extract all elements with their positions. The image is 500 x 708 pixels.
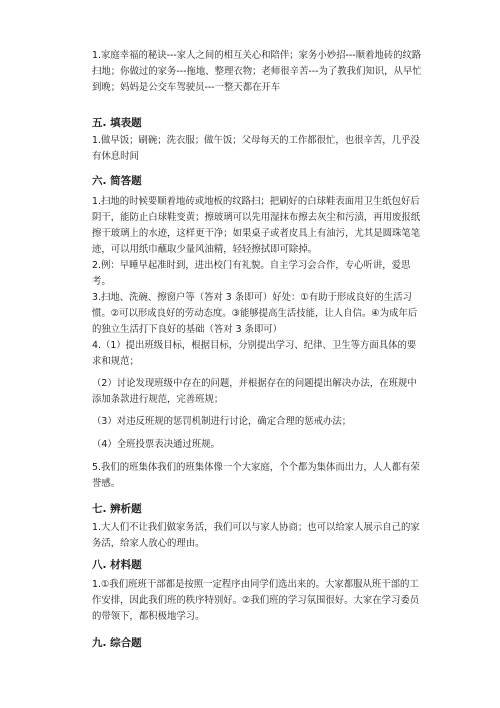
answer-paragraph: （2）讨论发现班级中存在的问题，并根据存在的问题提出解决办法，在班规中添加条款进行规范，完善班规；	[92, 378, 417, 405]
answer-paragraph: 1.大人们不让我们做家务活，我们可以与家人协商；也可以给家人展示自己的家务活，给家人放心的理由。	[92, 522, 420, 549]
answer-paragraph: （3）对违反班规的惩罚机制进行讨论，确定合理的惩戒办法；	[92, 416, 352, 427]
answer-paragraph: 1.家庭幸福的秘诀---家人之间的相互关心和陪伴；家务小妙招---顺着地砖的纹路扫地；你做过的家务---拖地、整理衣物；老师很辛苦---为了教我们知识，从早忙到晚；妈妈是公交车驾驶员---一整天都在开车	[92, 50, 422, 93]
answer-paragraph: 3.扫地、洗碗、擦窗户等（答对 3 条即可）好处：①有助于形成良好的生活习惯。②可以形成良好的劳动态度。③能够提高生活技能，让人自信。④为成年后的独立生活打下良好的基础（答对 3 条即可）	[92, 292, 418, 335]
answer-paragraph: 1.扫地的时候要顺着地砖或地板的纹路扫；把刷好的白球鞋表面用卫生纸包好后阴干，能防止白球鞋变黄；擦玻璃可以先用湿抹布擦去灰尘和污渍，再用废报纸擦干玻璃上的水迹，这样更干净；如果桌子或者皮具上有油污，尤其是圆珠笔笔迹，可以用纸巾蘸取少量风油精，轻轻擦拭即可除掉。	[92, 196, 421, 255]
section-heading-material: 八. 材料题	[92, 559, 142, 571]
answer-paragraph: （4）全班投票表决通过班规。	[92, 439, 220, 450]
section-heading-analysis: 七. 辨析题	[92, 503, 142, 515]
section-heading-fill-table: 五. 填表题	[92, 117, 142, 129]
answer-paragraph: 5.我们的班集体我们的班集体像一个大家庭，个个都为集体而出力，人人都有荣誉感。	[92, 462, 420, 489]
answer-paragraph: 1.做早饭；刷碗；洗衣服；做午饭；父母每天的工作都很忙，也很辛苦，几乎没有休息时间	[92, 135, 420, 162]
section-heading-short-answer: 六. 简答题	[92, 175, 142, 187]
answer-paragraph: 1.①我们班班干部都是按照一定程序由同学们选出来的。大家都服从班干部的工作安排，因此我们班的秩序特别好。②我们班的学习氛围很好。大家在学习委员的带领下，都积极地学习。	[92, 579, 420, 622]
answer-paragraph: 2.例：早睡早起准时到，进出校门有礼貌。自主学习会合作，专心听讲，爱思考。	[92, 260, 411, 287]
section-heading-comprehensive: 九. 综合题	[92, 637, 142, 649]
answer-paragraph: 4.（1）提出班级目标，根据目标，分别提出学习、纪律、卫生等方面具体的要求和规范；	[92, 340, 417, 367]
